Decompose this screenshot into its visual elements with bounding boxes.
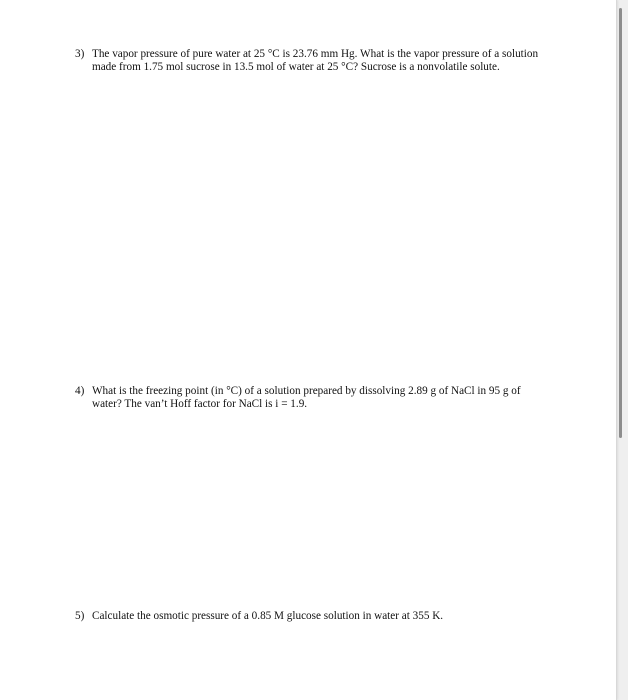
question-text-line: What is the freezing point (in °C) of a solution prepared by dissolving 2.89 g of NaCl in 95 g of (92, 385, 521, 397)
question-text-line: Calculate the osmotic pressure of a 0.85 M glucose solution in water at 355 K. (92, 610, 444, 622)
question-number: 4) (75, 385, 85, 397)
question-number: 5) (75, 610, 85, 622)
scrollbar-thumb[interactable] (619, 8, 622, 438)
question-text-line: The vapor pressure of pure water at 25 °C is 23.76 mm Hg. What is the vapor pressure of a solution (92, 48, 539, 60)
question-text-line: made from 1.75 mol sucrose in 13.5 mol of water at 25 °C? Sucrose is a nonvolatile solute. (92, 61, 500, 73)
question-text-line: water? The van’t Hoff factor for NaCl is i = 1.9. (92, 398, 308, 410)
vertical-scrollbar[interactable] (618, 0, 624, 700)
question-number: 3) (75, 48, 85, 60)
